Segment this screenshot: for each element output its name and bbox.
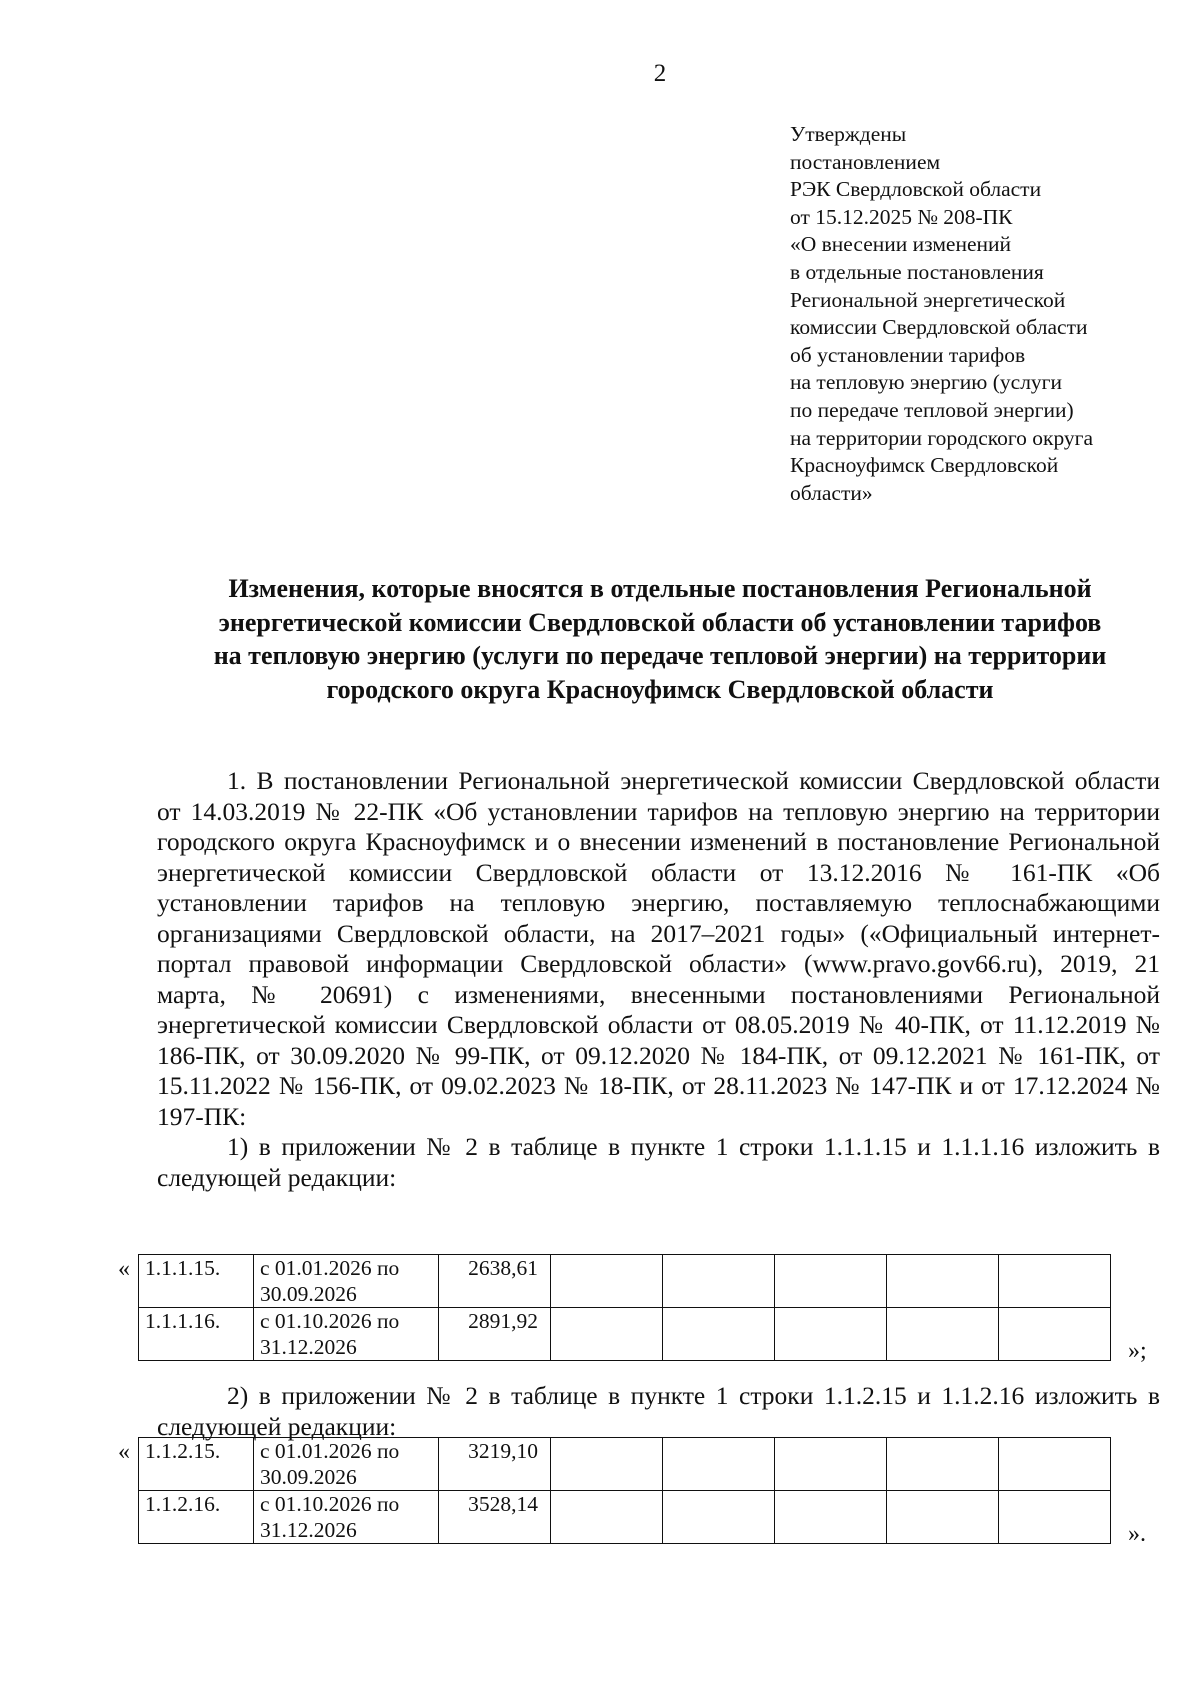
empty-cell — [663, 1491, 775, 1544]
body-text — [157, 766, 1160, 1193]
title-line: городского округа Красноуфимск Свердловской области — [326, 674, 994, 704]
row-number: 1.1.2.15. — [139, 1438, 254, 1491]
row-number: 1.1.1.16. — [139, 1308, 254, 1361]
empty-cell — [775, 1438, 887, 1491]
approval-line: «О внесении изменений — [790, 232, 1012, 257]
close-quote: ». — [1128, 1521, 1146, 1547]
row-period: с 01.01.2026 по 30.09.2026 — [254, 1438, 439, 1491]
table-row — [139, 1255, 1111, 1308]
row-value: 3528,14 — [439, 1491, 551, 1544]
approval-line: Красноуфимск Свердловской — [790, 453, 1059, 478]
empty-cell — [999, 1438, 1111, 1491]
row-number: 1.1.1.15. — [139, 1255, 254, 1308]
approval-line: области» — [790, 480, 873, 505]
approval-line: на тепловую энергию (услуги — [790, 370, 1062, 395]
empty-cell — [999, 1255, 1111, 1308]
page-number: 2 — [653, 60, 667, 87]
open-quote: « — [118, 1439, 130, 1465]
table-row — [139, 1438, 1111, 1491]
empty-cell — [887, 1308, 999, 1361]
table-1-block — [118, 1254, 1178, 1374]
row-value: 3219,10 — [439, 1438, 551, 1491]
item-1: 1) в приложении № 2 в таблице в пункте 1 строки 1.1.1.15 и 1.1.1.16 изложить в следующей редакции: — [157, 1132, 1160, 1192]
item-2: 2) в приложении № 2 в таблице в пункте 1 строки 1.1.2.15 и 1.1.2.16 изложить в следующей редакции: — [157, 1381, 1160, 1441]
table-2-block — [118, 1437, 1178, 1557]
approval-line: Региональной энергетической — [790, 287, 1066, 312]
approval-line: постановлением — [790, 149, 941, 174]
approval-line: Утверждены — [790, 122, 907, 146]
row-value: 2638,61 — [439, 1255, 551, 1308]
empty-cell — [775, 1491, 887, 1544]
table-row — [139, 1491, 1111, 1544]
document-title — [140, 572, 1180, 706]
row-period: с 01.01.2026 по 30.09.2026 — [254, 1255, 439, 1308]
approval-block — [790, 121, 1170, 507]
empty-cell — [999, 1491, 1111, 1544]
approval-line: в отдельные постановления — [790, 259, 1044, 284]
empty-cell — [663, 1255, 775, 1308]
approval-line: об установлении тарифов — [790, 342, 1026, 367]
body-text-2 — [157, 1381, 1160, 1442]
empty-cell — [775, 1255, 887, 1308]
empty-cell — [551, 1308, 663, 1361]
empty-cell — [775, 1308, 887, 1361]
close-quote: »; — [1128, 1338, 1147, 1364]
empty-cell — [887, 1491, 999, 1544]
approval-line: по передаче тепловой энергии) — [790, 397, 1074, 422]
table-1 — [138, 1254, 1111, 1361]
approval-line: на территории городского округа — [790, 425, 1094, 450]
title-line: Изменения, которые вносятся в отдельные постановления Региональной — [228, 574, 1092, 603]
empty-cell — [999, 1308, 1111, 1361]
paragraph-1: 1. В постановлении Региональной энергетической комиссии Свердловской области от 14.03.2019 № 22-ПК «Об установлении тарифов на тепловую энергию на территории городского округа Красноуфимск и о внесении изменений в постановление Региональной энергетической комиссии Свердловской области от 13.12.2016 № 161-ПК «Об установлении тарифов на тепловую энергию, поставляемую теплоснабжающими организациями Свердловской области, на 2017–2021 годы» («Официальный интернет-портал правовой информации Свердловской области» (www.pravo.gov66.ru), 2019, 21 марта, № 20691) с изменениями, внесенными постановлениями Региональной энергетической комиссии Свердловской области от 08.05.2019 № 40-ПК, от 11.12.2019 № 186-ПК, от 30.09.2020 № 99-ПК, от 09.12.2020 № 184-ПК, от 09.12.2021 № 161-ПК, от 15.11.2022 № 156-ПК, от 09.02.2023 № 18-ПК, от 28.11.2023 № 147-ПК и от 17.12.2024 № 197-ПК: — [157, 766, 1160, 1131]
title-line: на тепловую энергию (услуги по передаче тепловой энергии) на территории — [213, 641, 1107, 670]
table-row — [139, 1308, 1111, 1361]
row-period: с 01.10.2026 по 31.12.2026 — [254, 1308, 439, 1361]
empty-cell — [551, 1255, 663, 1308]
empty-cell — [663, 1308, 775, 1361]
row-number: 1.1.2.16. — [139, 1491, 254, 1544]
empty-cell — [551, 1438, 663, 1491]
approval-line: РЭК Свердловской области — [790, 177, 1042, 202]
open-quote: « — [118, 1256, 130, 1282]
title-line: энергетической комиссии Свердловской области об установлении тарифов — [218, 607, 1102, 637]
approval-line: от 15.12.2025 № 208-ПК — [790, 204, 1013, 229]
table-2 — [138, 1437, 1111, 1544]
approval-line: комиссии Свердловской области — [790, 315, 1088, 340]
empty-cell — [887, 1438, 999, 1491]
empty-cell — [551, 1491, 663, 1544]
row-period: с 01.10.2026 по 31.12.2026 — [254, 1491, 439, 1544]
empty-cell — [887, 1255, 999, 1308]
row-value: 2891,92 — [439, 1308, 551, 1361]
empty-cell — [663, 1438, 775, 1491]
